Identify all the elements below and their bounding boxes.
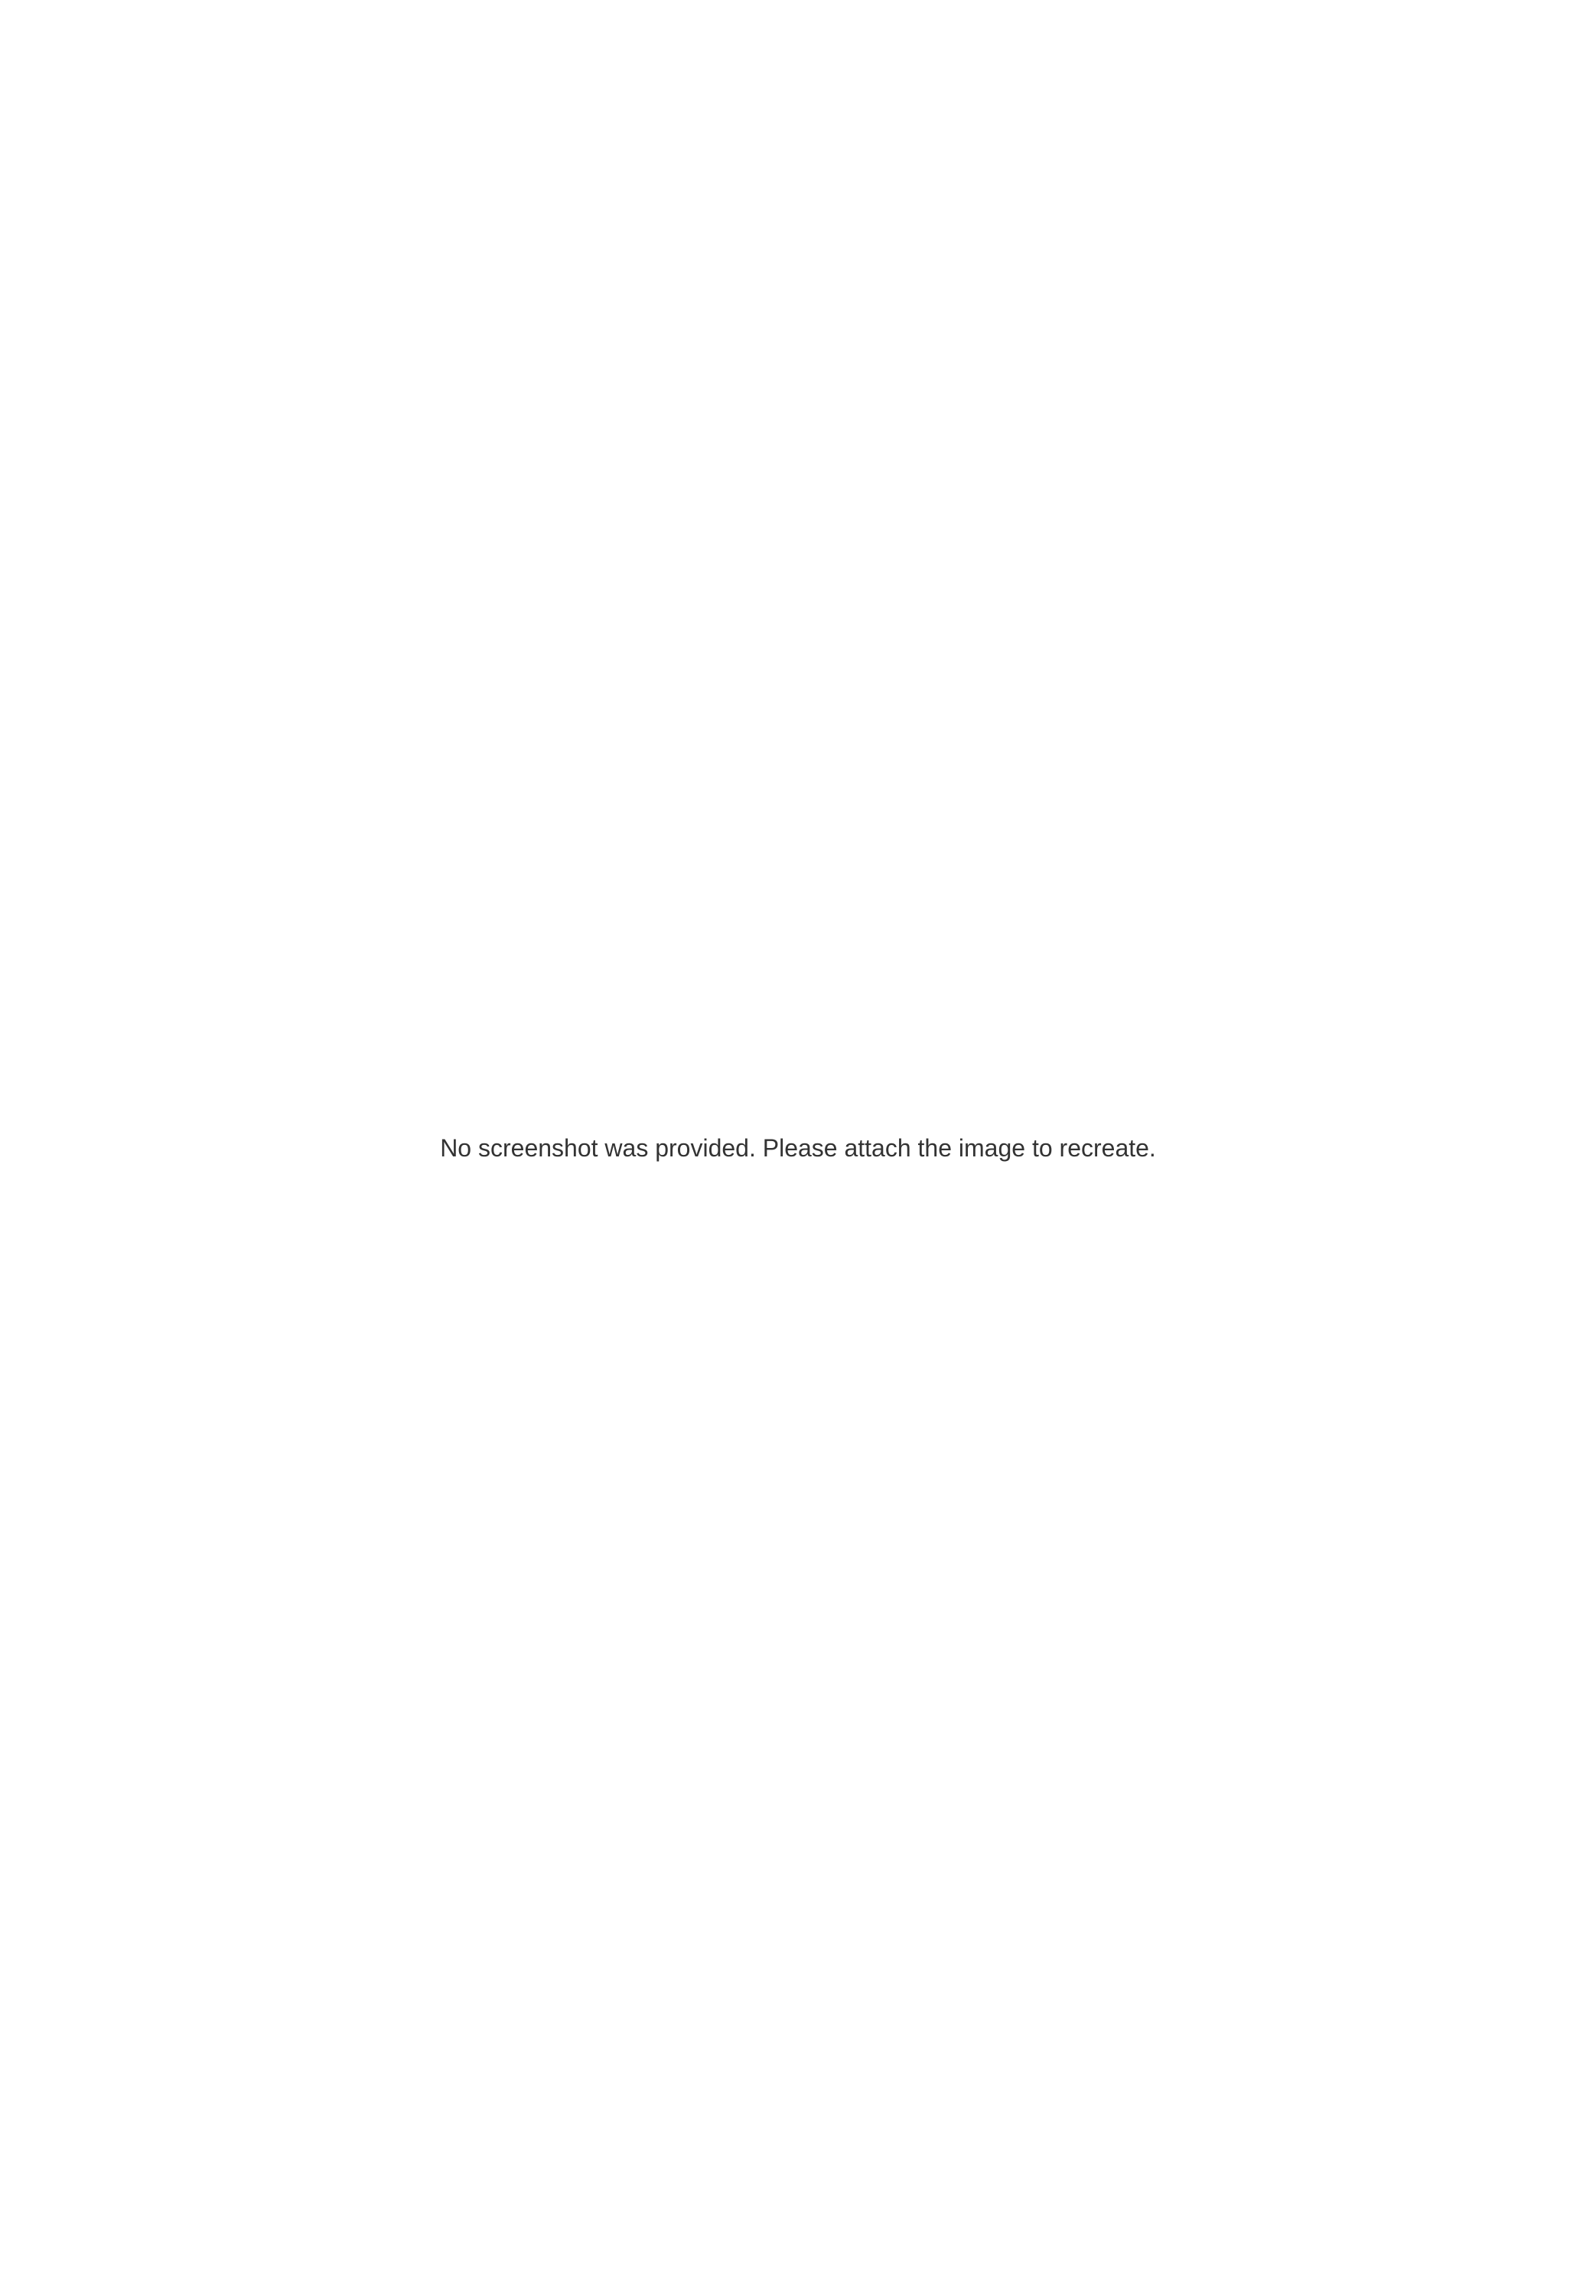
notice-message: No screenshot was provided. Please attach the image to recreate.	[440, 1133, 1156, 1162]
